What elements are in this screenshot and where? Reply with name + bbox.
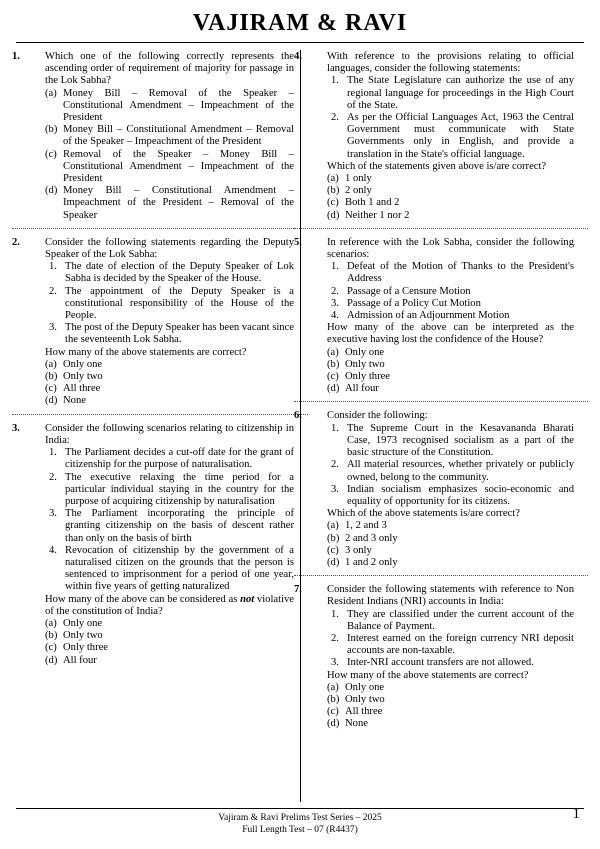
question-number: 6. (294, 410, 302, 422)
option-label: (d) (327, 209, 340, 221)
option-label: (c) (327, 197, 339, 209)
option-label: (b) (45, 371, 58, 383)
option-text: Removal of the Speaker – Money Bill – Constitutional Amendment – Impeachment of the President (63, 148, 294, 185)
question-ask: Which of the above statements is/are correct? (327, 508, 520, 520)
question-number: 7. (294, 584, 302, 596)
option-label: (a) (327, 681, 339, 693)
question-separator (294, 575, 588, 576)
option-text: Only one (345, 346, 385, 358)
answer-option (45, 185, 294, 222)
statement-number: 1. (49, 447, 57, 459)
question-ask: How many of the above statements are correct? (327, 669, 529, 681)
answer-option (45, 618, 294, 630)
option-label: (d) (327, 556, 340, 568)
statement-text: The executive relaxing the time period for a particular individual staying in the country for the purpose of acquiring citizenship by naturalisation (65, 471, 294, 507)
question-ask-emphasis: not (240, 593, 255, 605)
page-header (16, 6, 584, 40)
statement-item (45, 508, 294, 545)
option-text: None (345, 718, 368, 730)
statement-text: Passage of a Censure Motion (347, 285, 471, 297)
statement-text: The post of the Deputy Speaker has been vacant since the seventeenth Lok Sabha. (65, 322, 294, 346)
option-label: (d) (327, 383, 340, 395)
statement-number: 1. (49, 261, 57, 273)
question-stem: Consider the following statements with reference to Non Resident Indians (NRI) accounts in India: (327, 584, 574, 608)
statement-item (327, 112, 574, 161)
question-3 (12, 422, 294, 667)
answer-option (45, 88, 294, 125)
statement-number: 3. (331, 657, 339, 669)
statement-item (327, 286, 574, 298)
option-label: (b) (327, 693, 340, 705)
option-label: (c) (45, 642, 57, 654)
option-label: (a) (327, 520, 339, 532)
question-ask: How many of the above statements are correct? (45, 346, 247, 358)
option-text: Only two (63, 630, 103, 642)
page-footer (16, 812, 584, 836)
option-text: Only one (345, 681, 385, 693)
answer-option (327, 347, 574, 359)
option-text: All three (63, 383, 101, 395)
option-text: Only two (345, 358, 385, 370)
statement-item (327, 484, 574, 508)
statement-text: Indian socialism emphasizes socio-economic and equality of opportunity for its citizens. (347, 483, 574, 507)
statement-item (327, 657, 574, 669)
answer-option (45, 395, 294, 407)
question-stem: With reference to the provisions relating to official languages, consider the following statements: (327, 51, 574, 75)
question-stem: In reference with the Lok Sabha, consider the following scenarios: (327, 236, 574, 261)
answer-option (327, 706, 574, 718)
option-text: Both 1 and 2 (345, 197, 400, 209)
question-ask: How many of the above can be interpreted as the executive having lost the confidence of the House? (327, 322, 574, 346)
answer-option (327, 359, 574, 371)
statement-item (45, 261, 294, 285)
statement-text: They are classified under the current account of the Balance of Payment. (347, 608, 574, 632)
option-text: 1, 2 and 3 (345, 520, 387, 532)
option-text: Only three (345, 371, 391, 383)
statement-text: The appointment of the Deputy Speaker is a constitutional responsibility of the House of the People. (65, 285, 294, 322)
option-label: (c) (327, 544, 339, 556)
statement-item (327, 423, 574, 460)
statement-text: The Supreme Court in the Kesavananda Bharati Case, 1973 recognised socialism as a part of the basic structure of the Constitution. (347, 422, 574, 459)
option-text: All three (345, 706, 383, 718)
question-number: 2. (12, 236, 20, 248)
statement-item (45, 286, 294, 323)
option-label: (d) (45, 654, 58, 666)
answer-option (327, 197, 574, 209)
option-text: 1 and 2 only (345, 556, 398, 568)
option-label: (a) (45, 617, 57, 629)
header-rule (16, 42, 584, 43)
footer-test: Full Length Test – 07 (R4437) (242, 825, 358, 835)
option-label: (d) (45, 185, 58, 197)
answer-option (45, 149, 294, 186)
option-text: 2 and 3 only (345, 532, 398, 544)
option-label: (a) (45, 87, 57, 99)
statement-item (327, 609, 574, 633)
option-text: Money Bill – Constitutional Amendment – Impeachment of the President – Removal of the Speaker (63, 185, 294, 221)
statement-number: 3. (49, 322, 57, 334)
statement-text: The date of election of the Deputy Speaker of Lok Sabha is decided by the Speaker of the House. (65, 261, 294, 285)
answer-option (45, 124, 294, 148)
answer-option (327, 520, 574, 532)
statement-text: The Parliament decides a cut-off date for the grant of citizenship for the purpose of naturalisation. (65, 447, 294, 471)
question-ask-post: violative of the constitution of India? (45, 593, 294, 617)
option-label: (b) (327, 358, 340, 370)
option-label: (c) (45, 383, 57, 395)
statement-number: 2. (331, 459, 339, 471)
question-number: 3. (12, 422, 20, 434)
option-label: (d) (45, 395, 58, 407)
question-ask (45, 594, 294, 618)
question-4 (294, 51, 574, 222)
answer-option (327, 694, 574, 706)
statement-item (45, 447, 294, 471)
question-2 (12, 236, 294, 408)
statement-text: Defeat of the Motion of Thanks to the President's Address (347, 261, 574, 285)
option-text: None (63, 395, 86, 407)
statement-text: Interest earned on the foreign currency NRI deposit accounts are non-taxable. (347, 632, 574, 657)
option-text: Only two (63, 371, 103, 383)
answer-option (45, 630, 294, 642)
answer-option (327, 210, 574, 222)
statement-number: 2. (331, 285, 339, 297)
statement-number: 1. (331, 608, 339, 620)
statement-item (327, 459, 574, 483)
answer-option (327, 682, 574, 694)
statement-item (45, 545, 294, 594)
statement-text: The Parliament incorporating the principle of granting citizenship on the basis of descent rather than only on the basis of birth (65, 508, 294, 544)
statement-text: Inter-NRI account transfers are not allowed. (347, 657, 534, 669)
question-stem: Which one of the following correctly represents the ascending order of requirement of majority for passage in the Lok Sabha? (45, 51, 294, 87)
statement-text: Passage of a Policy Cut Motion (347, 297, 481, 309)
question-number: 4. (294, 51, 302, 62)
option-label: (c) (327, 706, 339, 718)
option-text: Only one (63, 617, 103, 629)
option-label: (c) (45, 148, 57, 160)
statement-number: 2. (331, 112, 339, 124)
question-ask-pre: How many of the above can be considered as (45, 593, 241, 605)
statement-item (45, 322, 294, 346)
page-number: 1 (572, 806, 580, 822)
statement-number: 2. (331, 632, 339, 644)
option-label: (b) (45, 124, 58, 136)
answer-option (327, 383, 574, 395)
question-5 (294, 236, 574, 396)
answer-option (45, 642, 294, 654)
option-text: 3 only (345, 544, 372, 556)
option-text: Only two (345, 693, 385, 705)
statement-number: 1. (331, 261, 339, 273)
statement-text: Revocation of citizenship by the government of a naturalised citizen on the grounds that the person is sentenced to imprisonment for a period of one year, within five years of getting naturalized (65, 544, 294, 593)
question-6 (294, 410, 574, 569)
statement-number: 2. (49, 285, 57, 297)
question-stem: Consider the following scenarios relating to citizenship in India: (45, 422, 294, 446)
option-label: (a) (45, 358, 57, 370)
statement-item (45, 472, 294, 509)
option-label: (b) (327, 532, 340, 544)
option-label: (b) (327, 185, 340, 197)
statement-number: 1. (331, 422, 339, 434)
question-separator (12, 414, 308, 415)
right-column (294, 51, 574, 731)
statement-number: 2. (49, 471, 57, 483)
answer-option (327, 545, 574, 557)
question-number: 1. (12, 51, 20, 62)
statement-number: 3. (49, 508, 57, 520)
answer-option (327, 371, 574, 383)
option-text: Money Bill – Constitutional Amendment – Removal of the Speaker – Impeachment of the President (63, 124, 294, 148)
footer-rule (16, 808, 584, 809)
column-divider (300, 50, 301, 802)
statement-number: 1. (331, 75, 339, 87)
statement-number: 3. (331, 297, 339, 309)
answer-option (45, 371, 294, 383)
option-text: Only one (63, 358, 103, 370)
statement-item (327, 261, 574, 285)
option-text: 1 only (345, 173, 372, 185)
answer-option (327, 185, 574, 197)
question-separator (294, 228, 588, 229)
question-1 (12, 51, 294, 222)
question-ask: Which of the statements given above is/are correct? (327, 160, 547, 172)
option-text: All four (63, 654, 97, 666)
statement-text: The State Legislature can authorize the use of any regional language for proceedings in the High Court of the State. (347, 75, 574, 111)
option-text: Only three (63, 642, 109, 654)
option-text: Neither 1 nor 2 (345, 209, 410, 221)
statement-number: 3. (331, 483, 339, 495)
statement-text: As per the Official Languages Act, 1963 the Central Government must communicate with State Governments only in English, and provide a translation in the State's official language. (347, 112, 574, 160)
option-text: Money Bill – Removal of the Speaker – Constitutional Amendment – Impeachment of the President (63, 87, 294, 124)
answer-option (327, 718, 574, 730)
brand-title: VAJIRAM & RAVI (192, 10, 408, 36)
option-label: (c) (327, 371, 339, 383)
question-separator (294, 401, 588, 402)
statement-item (327, 633, 574, 657)
option-text: 2 only (345, 185, 372, 197)
footer-series: Vajiram & Ravi Prelims Test Series – 2025 (218, 813, 382, 823)
statement-item (327, 310, 574, 322)
statement-item (327, 298, 574, 310)
statement-item (327, 75, 574, 112)
statement-text: Admission of an Adjournment Motion (347, 310, 510, 322)
option-label: (a) (327, 173, 339, 185)
statement-number: 4. (331, 310, 339, 322)
statement-text: All material resources, whether privately or publicly owned, belong to the community. (347, 459, 574, 483)
question-stem: Consider the following statements regarding the Deputy Speaker of the Lok Sabha: (45, 236, 294, 261)
statement-number: 4. (49, 544, 57, 556)
option-label: (b) (45, 630, 58, 642)
option-text: All four (345, 383, 379, 395)
answer-option (327, 533, 574, 545)
answer-option (45, 359, 294, 371)
answer-option (45, 383, 294, 395)
question-7 (294, 584, 574, 730)
answer-option (327, 557, 574, 569)
answer-option (45, 655, 294, 667)
question-stem: Consider the following: (327, 410, 428, 422)
option-label: (d) (327, 718, 340, 730)
question-separator (12, 228, 308, 229)
answer-option (327, 173, 574, 185)
option-label: (a) (327, 346, 339, 358)
question-number: 5. (294, 236, 302, 248)
left-column (12, 51, 294, 667)
